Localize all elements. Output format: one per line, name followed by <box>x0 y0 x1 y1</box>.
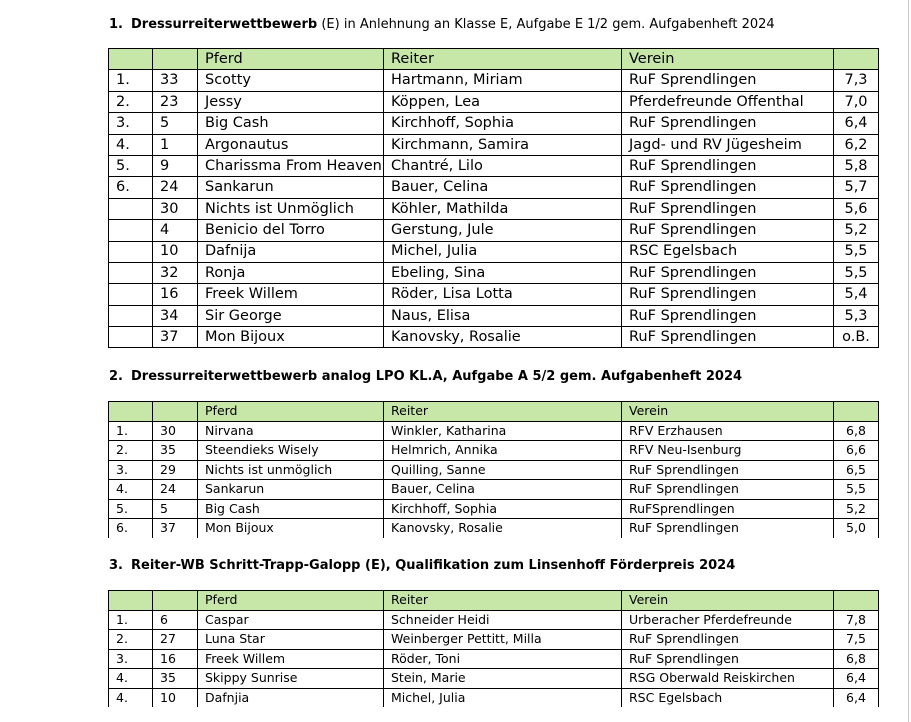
number-cell: 29 <box>153 460 198 480</box>
placement-cell: 1. <box>109 70 153 91</box>
placement-cell: 5. <box>109 499 153 519</box>
col-club: Verein <box>622 591 834 611</box>
club-cell: RuF Sprendlingen <box>622 327 834 348</box>
horse-cell: Charissma From Heaven <box>198 155 384 176</box>
rider-cell: Quilling, Sanne <box>384 460 622 480</box>
rider-cell: Bauer, Celina <box>384 177 622 198</box>
section-number: 2. <box>109 369 123 384</box>
horse-cell: Dafnija <box>198 241 384 262</box>
table-row <box>109 669 879 689</box>
number-cell: 6 <box>153 610 198 630</box>
score-cell: 5,8 <box>834 155 879 176</box>
club-cell: RSC Egelsbach <box>622 688 834 707</box>
club-cell: RuF Sprendlingen <box>622 70 834 91</box>
score-cell: 5,5 <box>834 480 879 500</box>
rider-cell: Kirchmann, Samira <box>384 134 622 155</box>
rider-cell: Stein, Marie <box>384 669 622 689</box>
placement-cell: 4. <box>109 480 153 500</box>
number-cell: 30 <box>153 421 198 441</box>
rider-cell: Michel, Julia <box>384 241 622 262</box>
club-cell: Pferdefreunde Offenthal <box>622 91 834 112</box>
placement-cell: 4. <box>109 134 153 155</box>
rider-cell: Bauer, Celina <box>384 480 622 500</box>
horse-cell: Nirvana <box>198 421 384 441</box>
number-cell: 24 <box>153 177 198 198</box>
placement-cell: 3. <box>109 460 153 480</box>
club-cell: Urberacher Pferdefreunde <box>622 610 834 630</box>
rider-cell: Michel, Julia <box>384 688 622 707</box>
rider-cell: Schneider Heidi <box>384 610 622 630</box>
club-cell: RuF Sprendlingen <box>622 220 834 241</box>
number-cell: 34 <box>153 305 198 326</box>
rider-cell: Helmrich, Annika <box>384 441 622 461</box>
club-cell: RSG Oberwald Reiskirchen <box>622 669 834 689</box>
number-cell: 4 <box>153 220 198 241</box>
col-placement <box>109 591 153 611</box>
section-title-rest: (E) in Anlehnung an Klasse E, Aufgabe E 1/2 gem. Aufgabenheft 2024 <box>317 17 775 32</box>
club-cell: Jagd- und RV Jügesheim <box>622 134 834 155</box>
rider-cell: Gerstung, Jule <box>384 220 622 241</box>
number-cell: 30 <box>153 198 198 219</box>
number-cell: 35 <box>153 669 198 689</box>
rider-cell: Röder, Toni <box>384 649 622 669</box>
score-cell: 7,5 <box>834 630 879 650</box>
score-cell: 5,6 <box>834 198 879 219</box>
rider-cell: Winkler, Katharina <box>384 421 622 441</box>
horse-cell: Big Cash <box>198 113 384 134</box>
horse-cell: Luna Star <box>198 630 384 650</box>
score-cell: 5,2 <box>834 499 879 519</box>
table-row <box>109 610 879 630</box>
number-cell: 23 <box>153 91 198 112</box>
number-cell: 37 <box>153 327 198 348</box>
col-rider: Reiter <box>384 591 622 611</box>
club-cell: RuF Sprendlingen <box>622 262 834 283</box>
horse-cell: Freek Willem <box>198 284 384 305</box>
club-cell: RFV Erzhausen <box>622 421 834 441</box>
number-cell: 5 <box>153 499 198 519</box>
placement-cell: 3. <box>109 649 153 669</box>
col-rider: Reiter <box>384 49 622 70</box>
score-cell: o.B. <box>834 327 879 348</box>
placement-cell: 3. <box>109 113 153 134</box>
placement-cell: 1. <box>109 610 153 630</box>
section-title-bold: Dressurreiterwettbewerb <box>131 17 318 32</box>
table-row <box>109 630 879 650</box>
club-cell: RuF Sprendlingen <box>622 305 834 326</box>
table-row <box>109 688 879 707</box>
score-cell: 5,5 <box>834 241 879 262</box>
rider-cell: Ebeling, Sina <box>384 262 622 283</box>
horse-cell: Argonautus <box>198 134 384 155</box>
horse-cell: Skippy Sunrise <box>198 669 384 689</box>
section-number: 1. <box>109 17 123 32</box>
number-cell: 16 <box>153 649 198 669</box>
horse-cell: Mon Bijoux <box>198 327 384 348</box>
rider-cell: Kirchhoff, Sophia <box>384 499 622 519</box>
score-cell: 7,8 <box>834 610 879 630</box>
score-cell: 5,4 <box>834 284 879 305</box>
rider-cell: Weinberger Pettitt, Milla <box>384 630 622 650</box>
number-cell: 9 <box>153 155 198 176</box>
placement-cell: 1. <box>109 421 153 441</box>
number-cell: 27 <box>153 630 198 650</box>
placement-cell: 4. <box>109 669 153 689</box>
score-cell: 6,8 <box>834 421 879 441</box>
section-number: 3. <box>109 558 123 573</box>
score-cell: 6,5 <box>834 460 879 480</box>
horse-cell: Big Cash <box>198 499 384 519</box>
placement-cell: 2. <box>109 91 153 112</box>
col-club: Verein <box>622 49 834 70</box>
placement-cell: 5. <box>109 155 153 176</box>
score-cell: 7,3 <box>834 70 879 91</box>
horse-cell: Sir George <box>198 305 384 326</box>
number-cell: 32 <box>153 262 198 283</box>
score-cell: 5,0 <box>834 519 879 538</box>
col-number <box>153 591 198 611</box>
club-cell: RuF Sprendlingen <box>622 113 834 134</box>
club-cell: RuF Sprendlingen <box>622 480 834 500</box>
club-cell: RuF Sprendlingen <box>622 177 834 198</box>
horse-cell: Steendieks Wisely <box>198 441 384 461</box>
col-horse: Pferd <box>198 402 384 422</box>
score-cell: 5,5 <box>834 262 879 283</box>
col-club: Verein <box>622 402 834 422</box>
club-cell: RuF Sprendlingen <box>622 460 834 480</box>
horse-cell: Mon Bijoux <box>198 519 384 538</box>
col-horse: Pferd <box>198 49 384 70</box>
horse-cell: Nichts ist Unmöglich <box>198 198 384 219</box>
horse-cell: Caspar <box>198 610 384 630</box>
table-header-row <box>109 591 879 611</box>
number-cell: 35 <box>153 441 198 461</box>
score-cell: 7,0 <box>834 91 879 112</box>
score-cell: 6,4 <box>834 113 879 134</box>
rider-cell: Hartmann, Miriam <box>384 70 622 91</box>
number-cell: 24 <box>153 480 198 500</box>
score-cell: 5,7 <box>834 177 879 198</box>
rider-cell: Kanovsky, Rosalie <box>384 519 622 538</box>
horse-cell: Jessy <box>198 91 384 112</box>
horse-cell: Dafnjia <box>198 688 384 707</box>
horse-cell: Ronja <box>198 262 384 283</box>
rider-cell: Kanovsky, Rosalie <box>384 327 622 348</box>
number-cell: 5 <box>153 113 198 134</box>
club-cell: RuF Sprendlingen <box>622 519 834 538</box>
placement-cell: 6. <box>109 519 153 538</box>
placement-cell: 6. <box>109 177 153 198</box>
club-cell: RFV Neu-Isenburg <box>622 441 834 461</box>
section-title: Reiter-WB Schritt-Trapp-Galopp (E), Qualifikation zum Linsenhoff Förderpreis 2024 <box>131 558 736 573</box>
horse-cell: Freek Willem <box>198 649 384 669</box>
rider-cell: Kirchhoff, Sophia <box>384 113 622 134</box>
placement-cell: 2. <box>109 630 153 650</box>
score-cell: 5,2 <box>834 220 879 241</box>
club-cell: RuF Sprendlingen <box>622 155 834 176</box>
club-cell: RuF Sprendlingen <box>622 649 834 669</box>
score-cell: 6,4 <box>834 688 879 707</box>
results-table-3 <box>108 590 879 707</box>
col-score <box>834 591 879 611</box>
number-cell: 10 <box>153 241 198 262</box>
rider-cell: Chantré, Lilo <box>384 155 622 176</box>
number-cell: 16 <box>153 284 198 305</box>
section-title: Dressurreiterwettbewerb analog LPO KL.A, Aufgabe A 5/2 gem. Aufgabenheft 2024 <box>131 369 743 384</box>
rider-cell: Köppen, Lea <box>384 91 622 112</box>
score-cell: 5,3 <box>834 305 879 326</box>
horse-cell: Scotty <box>198 70 384 91</box>
horse-cell: Nichts ist unmöglich <box>198 460 384 480</box>
number-cell: 1 <box>153 134 198 155</box>
club-cell: RuF Sprendlingen <box>622 198 834 219</box>
club-cell: RuF Sprendlingen <box>622 284 834 305</box>
score-cell: 6,2 <box>834 134 879 155</box>
club-cell: RSC Egelsbach <box>622 241 834 262</box>
col-rider: Reiter <box>384 402 622 422</box>
rider-cell: Naus, Elisa <box>384 305 622 326</box>
placement-cell: 2. <box>109 441 153 461</box>
col-horse: Pferd <box>198 591 384 611</box>
score-cell: 6,8 <box>834 649 879 669</box>
horse-cell: Benicio del Torro <box>198 220 384 241</box>
number-cell: 37 <box>153 519 198 538</box>
horse-cell: Sankarun <box>198 480 384 500</box>
club-cell: RuF Sprendlingen <box>622 630 834 650</box>
score-cell: 6,6 <box>834 441 879 461</box>
club-cell: RuFSprendlingen <box>622 499 834 519</box>
number-cell: 33 <box>153 70 198 91</box>
score-cell: 6,4 <box>834 669 879 689</box>
horse-cell: Sankarun <box>198 177 384 198</box>
placement-cell: 4. <box>109 688 153 707</box>
rider-cell: Röder, Lisa Lotta <box>384 284 622 305</box>
rider-cell: Köhler, Mathilda <box>384 198 622 219</box>
table-row <box>109 649 879 669</box>
number-cell: 10 <box>153 688 198 707</box>
